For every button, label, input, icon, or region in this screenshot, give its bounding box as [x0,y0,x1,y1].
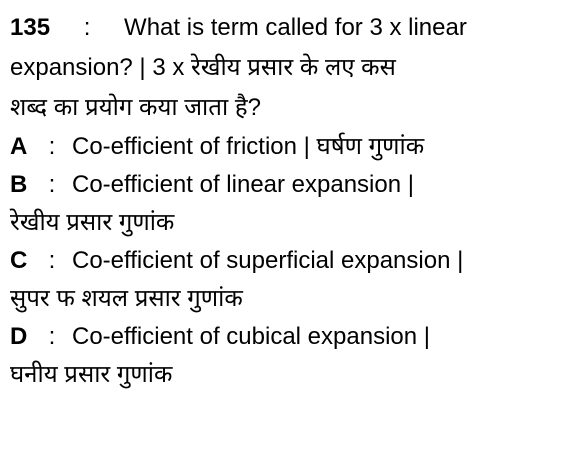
option-c[interactable] [10,242,562,280]
question-card [10,8,562,394]
option-b[interactable] [10,166,562,204]
option-d-text-line-1: Co-efficient of cubical expansion | [72,323,430,350]
question-separator: : [83,14,91,41]
option-a-separator: : [48,133,56,160]
option-a[interactable] [10,128,562,166]
question-line-2 [10,48,562,88]
question-text-line-1: What is term called for 3 x linear [124,14,467,41]
option-d-separator: : [48,323,56,350]
option-d[interactable] [10,318,562,356]
option-b-separator: : [48,171,56,198]
option-b-text-line-2: रेखीय प्रसार गुणांक [10,209,175,236]
question-line-3 [10,88,562,128]
option-b-letter: B [10,171,28,198]
option-b-continued [10,204,562,242]
option-c-separator: : [48,247,56,274]
option-a-letter: A [10,133,28,160]
option-c-continued [10,280,562,318]
question-text-line-2: expansion? | 3 x रेखीय प्रसार के लए कस [10,54,396,81]
option-b-text-line-1: Co-efficient of linear expansion | [72,171,414,198]
option-a-text: Co-efficient of friction | घर्षण गुणांक [72,133,425,160]
option-c-letter: C [10,247,28,274]
option-c-text-line-2: सुपर फ शयल प्रसार गुणांक [10,285,243,312]
option-c-text-line-1: Co-efficient of superficial expansion | [72,247,464,274]
option-d-letter: D [10,323,28,350]
option-d-text-line-2: घनीय प्रसार गुणांक [10,361,173,388]
question-line-1 [10,8,562,48]
option-d-continued [10,356,562,394]
question-text-line-3: शब्द का प्रयोग कया जाता है? [10,94,261,121]
question-number: 135 [10,14,51,41]
